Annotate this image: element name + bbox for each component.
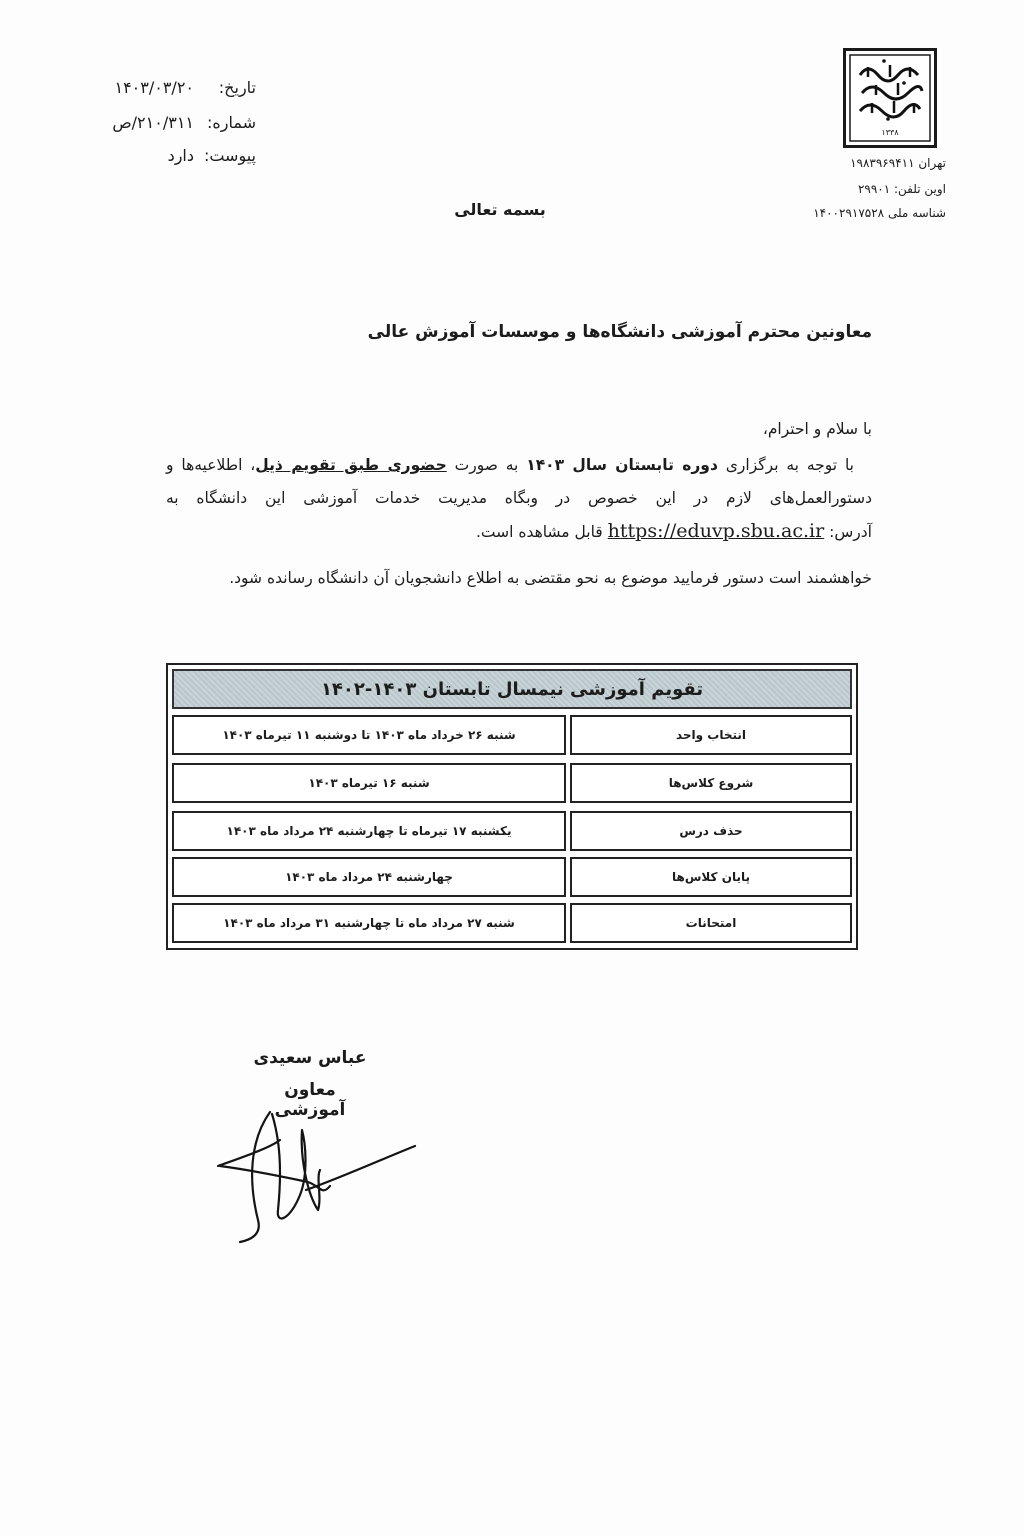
signatory-name: عباس سعیدی: [253, 1048, 367, 1068]
activity-cell: حذف درس: [570, 811, 852, 851]
contact-label: تهران: [918, 156, 946, 170]
handwritten-signature-icon: [210, 1100, 430, 1250]
table-row: [172, 763, 852, 803]
website-link[interactable]: https://eduvp.sbu.ac.ir: [607, 520, 825, 542]
bismillah-heading: بسمه تعالی: [454, 200, 546, 219]
svg-text:۱۳۳۸: ۱۳۳۸: [881, 128, 899, 137]
paragraph-text: قابل مشاهده است.: [475, 523, 603, 541]
paragraph-line-3: [166, 520, 872, 542]
meta-label: تاریخ:: [218, 78, 256, 97]
academic-calendar-table: [166, 663, 858, 950]
paragraph-line-2: دستورالعمل‌های لازم در این خصوص در وبگاه مدیریت خدمات آموزشی این دانشگاه به: [166, 489, 872, 507]
contact-label: شناسه ملی: [887, 206, 946, 220]
addressee-heading: معاونین محترم آموزشی دانشگاه‌ها و موسسات آموزش عالی: [367, 322, 872, 342]
contact-line-phone: [830, 182, 946, 196]
table-row: [172, 857, 852, 897]
activity-cell: انتخاب واحد: [570, 715, 852, 755]
bold-term-summer-term: دوره تابستان سال ۱۴۰۳: [526, 456, 718, 474]
activity-cell: امتحانات: [570, 903, 852, 943]
contact-value: تلفن: ۲۹۹۰۱: [857, 182, 921, 196]
date-cell: شنبه ۲۶ خرداد ماه ۱۴۰۳ تا دوشنبه ۱۱ تیرماه ۱۴۰۳: [172, 715, 566, 755]
activity-cell: پایان کلاس‌ها: [570, 857, 852, 897]
meta-value: ۲۱۰/۳۱۱/ص: [112, 113, 194, 132]
contact-line-tehran: [830, 156, 946, 170]
table-row: [172, 903, 852, 943]
bold-term-in-person: حضوری طبق تقویم ذیل: [255, 456, 447, 474]
paragraph-text: ، اطلاعیه‌ها و: [166, 456, 256, 474]
meta-value: ۱۴۰۳/۰۳/۲۰: [114, 78, 194, 97]
meta-label: شماره:: [206, 113, 256, 132]
meta-label: پیوست:: [203, 146, 256, 165]
signatory-title: معاون آموزشی: [274, 1080, 346, 1120]
table-row: [172, 715, 852, 755]
paragraph-text: آدرس:: [829, 523, 872, 541]
greeting: با سلام و احترام،: [762, 420, 872, 438]
paragraph-text: با توجه به برگزاری: [725, 456, 854, 474]
university-logo: [843, 48, 937, 148]
contact-line-national-id: [813, 206, 946, 220]
letter-number: [96, 113, 256, 132]
table-row: [172, 811, 852, 851]
date-cell: شنبه ۲۷ مرداد ماه تا چهارشنبه ۳۱ مرداد ماه ۱۴۰۳: [172, 903, 566, 943]
paragraph-line-1: [166, 456, 872, 474]
contact-label: اوین: [924, 182, 946, 196]
activity-cell: شروع کلاس‌ها: [570, 763, 852, 803]
contact-value: ۱۹۸۳۹۶۹۴۱۱: [850, 156, 915, 170]
university-emblem-icon: [848, 53, 932, 143]
letter-date: [96, 78, 256, 97]
meta-value: دارد: [167, 146, 194, 165]
closing-paragraph: خواهشمند است دستور فرمایید موضوع به نحو مقتضی به اطلاع دانشجویان آن دانشگاه رسانده شود.: [229, 569, 872, 587]
calendar-title: تقویم آموزشی نیمسال تابستان ۱۴۰۳-۱۴۰۲: [172, 669, 852, 709]
paragraph-text: به صورت: [454, 456, 519, 474]
letter-attachment: [96, 146, 256, 165]
date-cell: چهارشنبه ۲۴ مرداد ماه ۱۴۰۳: [172, 857, 566, 897]
date-cell: شنبه ۱۶ تیرماه ۱۴۰۳: [172, 763, 566, 803]
date-cell: یکشنبه ۱۷ تیرماه تا چهارشنبه ۲۴ مرداد ماه ۱۴۰۳: [172, 811, 566, 851]
contact-value: ۱۴۰۰۲۹۱۷۵۲۸: [813, 206, 885, 220]
